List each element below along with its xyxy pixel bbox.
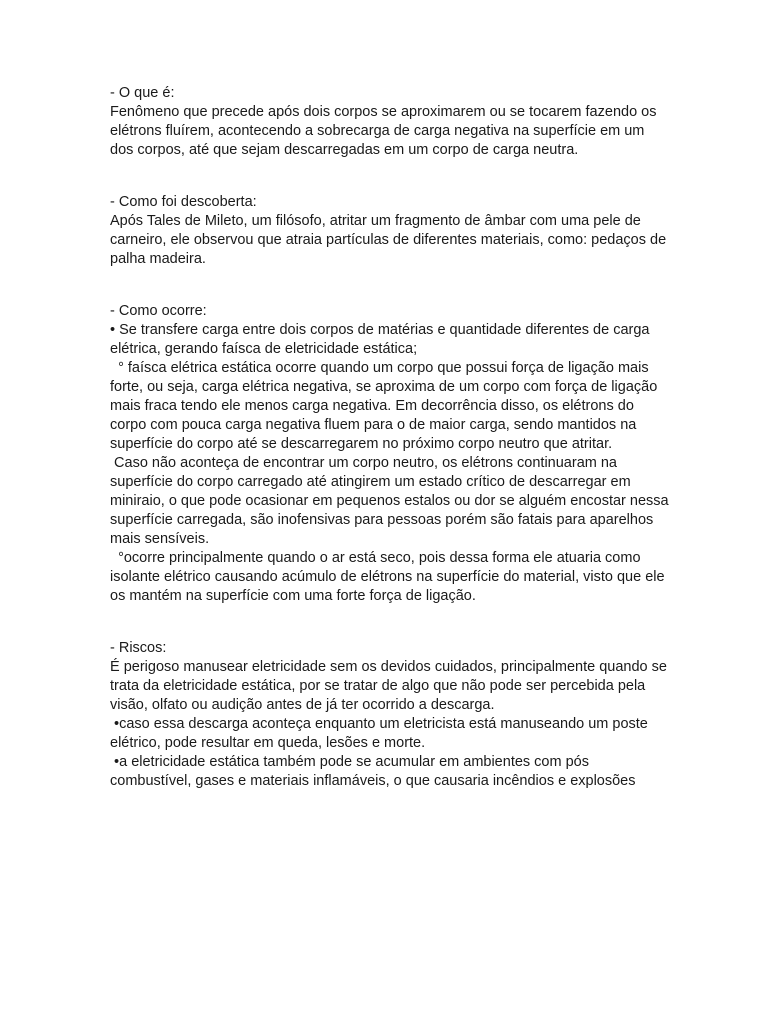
- paragraph: •a eletricidade estática também pode se acumular em ambientes com pós combustível, gases e materiais inflamáveis, o que causaria incêndios e explosões: [110, 754, 636, 789]
- document-page: [110, 84, 673, 791]
- paragraph: Após Tales de Mileto, um filósofo, atritar um fragmento de âmbar com uma pele de carneiro, ele observou que atraia partículas de diferentes materiais, como: pedaços de palha madeira.: [110, 213, 671, 267]
- section-spacer: [110, 269, 670, 302]
- section-heading-risks: - Riscos:: [110, 640, 167, 656]
- paragraph: Caso não aconteça de encontrar um corpo neutro, os elétrons continuaram na superfície do corpo carregado até atingirem um estado crítico de descarregar em miniraio, o que pode ocasionar em pequenos estalos ou dor se alguém encostar nessa superfície carregada, são inofensivas para pessoas porém são fatais para aparelhos mais sensíveis.: [110, 455, 673, 547]
- paragraph: ° faísca elétrica estática ocorre quando um corpo que possui força de ligação mais forte, ou seja, carga elétrica negativa, se aproxima de um corpo com força de ligação mais fraca tendo ele menos carga negativa. Em decorrência disso, os elétrons do corpo com pouca carga negativa fluem para o de maior carga, sendo mantidos na superfície do corpo até se descarregarem no próximo corpo neutro que atritar.: [110, 360, 662, 452]
- paragraph: •caso essa descarga aconteça enquanto um eletricista está manuseando um poste elétrico, pode resultar em queda, lesões e morte.: [110, 716, 652, 751]
- paragraph: °ocorre principalmente quando o ar está seco, pois dessa forma ele atuaria como isolante elétrico causando acúmulo de elétrons na superfície do material, visto que ele os mantém na superfície com uma forte força de ligação.: [110, 550, 669, 604]
- paragraph: • Se transfere carga entre dois corpos de matérias e quantidade diferentes de carga elétrica, gerando faísca de eletricidade estática;: [110, 322, 654, 357]
- section-spacer: [110, 606, 670, 639]
- paragraph: É perigoso manusear eletricidade sem os devidos cuidados, principalmente quando se trata da eletricidade estática, por se tratar de algo que não pode ser percebida pela visão, olfato ou audição antes de já ter ocorrido a descarga.: [110, 659, 671, 713]
- section-heading-how-it-occurs: - Como ocorre:: [110, 303, 207, 319]
- section-heading-discovery: - Como foi descoberta:: [110, 194, 257, 210]
- section-heading-what-is: - O que é:: [110, 85, 175, 101]
- section-spacer: [110, 160, 670, 193]
- paragraph: Fenômeno que precede após dois corpos se aproximarem ou se tocarem fazendo os elétrons fluírem, acontecendo a sobrecarga de carga negativa na superfície em um dos corpos, até que sejam descarregadas em um corpo de carga neutra.: [110, 104, 661, 158]
